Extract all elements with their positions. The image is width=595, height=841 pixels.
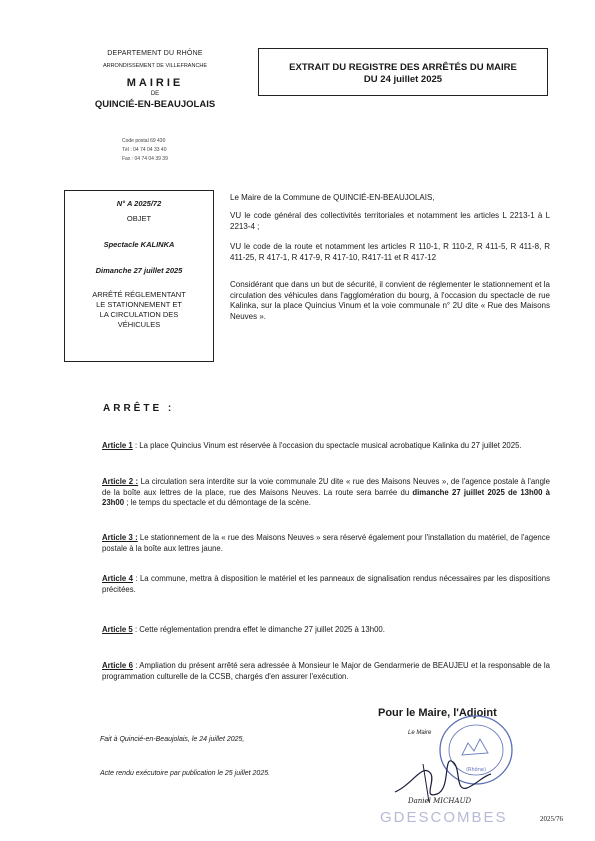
decree-subject-line: LA CIRCULATION DES [99, 310, 179, 319]
article-label: Article 4 [102, 574, 133, 583]
signer-name: Daniel MICHAUD [408, 797, 472, 805]
mairie-label: MAIRIE [126, 77, 184, 89]
commune-name: QUINCIÉ-EN-BEAUJOLAIS [94, 99, 216, 110]
arrondissement-name: ARRONDISSEMENT DE VILLEFRANCHE [102, 63, 208, 69]
svg-text:(Rhône): (Rhône) [466, 767, 486, 773]
article-label: Article 5 [102, 625, 133, 634]
decree-subject [65, 290, 213, 330]
preamble-vu-cgct: VU le code général des collectivités territoriales et notamment les articles L 2213-1 à L 2213-4 ; [230, 211, 550, 231]
article-3 [102, 533, 550, 554]
objet-label: OBJET [126, 214, 152, 223]
preamble-vu-code-route: VU le code de la route et notamment les articles R 110-1, R 110-2, R 411-5, R 411-8, R 411-25, R 417-1, R 417-9, R 417-10, R417-11 et R 417-12 [230, 242, 550, 262]
document-title: EXTRAIT DU REGISTRE DES ARRÊTÉS DU MAIRE [289, 62, 517, 73]
event-date: Dimanche 27 juillet 2025 [95, 266, 183, 275]
document-date: DU 24 juillet 2025 [363, 74, 443, 85]
article-label: Article 2 : [102, 477, 139, 486]
article-1 [102, 441, 550, 452]
postal-code: Code postal 69 430 [122, 138, 166, 144]
article-label: Article 1 [102, 441, 133, 450]
preamble-mayor: Le Maire de la Commune de QUINCIÉ-EN-BEAUJOLAIS, [230, 193, 435, 202]
article-text: : Cette réglementation prendra effet le dimanche 27 juillet 2025 à 13h00. [132, 625, 385, 634]
handwritten-signature [393, 744, 493, 804]
made-at-date: Fait à Quincié-en-Beaujolais, le 24 juillet 2025, [100, 736, 245, 743]
article-text: : La commune, mettra à disposition le matériel et les panneaux de signalisation rendus nécessaires par les dispositions précitées. [102, 574, 550, 594]
document-title-box [258, 48, 548, 96]
de-label: DE [150, 91, 160, 97]
letterhead [60, 50, 250, 110]
decree-subject-line: VÉHICULES [117, 320, 161, 329]
enforceable-notice: Acte rendu exécutoire par publication le 25 juillet 2025. [100, 770, 271, 777]
article-6 [102, 661, 550, 682]
department-name: DEPARTEMENT DU RHÔNE [107, 50, 203, 57]
preamble-considerant: Considérant que dans un but de sécurité, il convient de réglementer le stationnement et la circulation des véhicules dans l'agglomération du bourg, à l'occasion du spectacle de rue Kalinka, sur la place Quincius Vinum et la voie communale n° 2U dite « Rue des Maisons Neuves ». [230, 280, 550, 321]
article-label: Article 3 : [102, 533, 138, 542]
spectacle-name: Spectacle KALINKA [103, 240, 175, 249]
telephone: Tél : 04 74 04 33 40 [122, 147, 167, 153]
article-text: ; le temps du spectacle et du démontage de la scène. [124, 498, 311, 507]
article-text: : Ampliation du présent arrêté sera adressée à Monsieur le Major de Gendarmerie de BEAUJEU et la responsable de la programmation culturelle de la CCSB, chargés d'en assurer l'exécution. [102, 661, 550, 681]
fax: Fax : 04 74 04 39 39 [122, 156, 168, 162]
article-text: La circulation sera interdite sur la voie communale 2U dite « rue des Maisons Neuves », de l'agence postale à l'angle de la boîte aux lettres de la place, rue des Maisons Neuves. La route sera barrée du [102, 477, 550, 497]
decree-summary-box [64, 190, 214, 362]
contact-block [122, 137, 168, 164]
article-text: : La place Quincius Vinum est réservée à l'occasion du spectacle musical acrobatique Kalinka du 27 juillet 2025. [132, 441, 522, 450]
page-reference: 2025/76 [540, 815, 563, 823]
article-text: Le stationnement de la « rue des Maisons Neuves » sera réservé également pour l'installation du matériel, de l'agence postale à la boîte aux lettres jaune. [102, 533, 550, 553]
arrete-heading: ARRÊTE : [103, 403, 175, 414]
handwritten-initials: GDESCOMBES [380, 809, 508, 826]
article-5 [102, 625, 550, 636]
article-2 [102, 477, 550, 509]
article-label: Article 6 [102, 661, 133, 670]
article-4 [102, 574, 550, 595]
article-bold-dates: dimanche 27 juillet 2025 de 13h00 à 23h00 [102, 487, 550, 507]
decree-subject-line: LE STATIONNEMENT ET [96, 300, 182, 309]
decree-subject-line: ARRÊTÉ RÉGLEMENTANT [92, 290, 186, 299]
signature-title: Pour le Maire, l'Adjoint [378, 707, 497, 719]
le-maire-label: Le Maire [408, 730, 432, 736]
decree-number: N° A 2025/72 [116, 199, 162, 208]
